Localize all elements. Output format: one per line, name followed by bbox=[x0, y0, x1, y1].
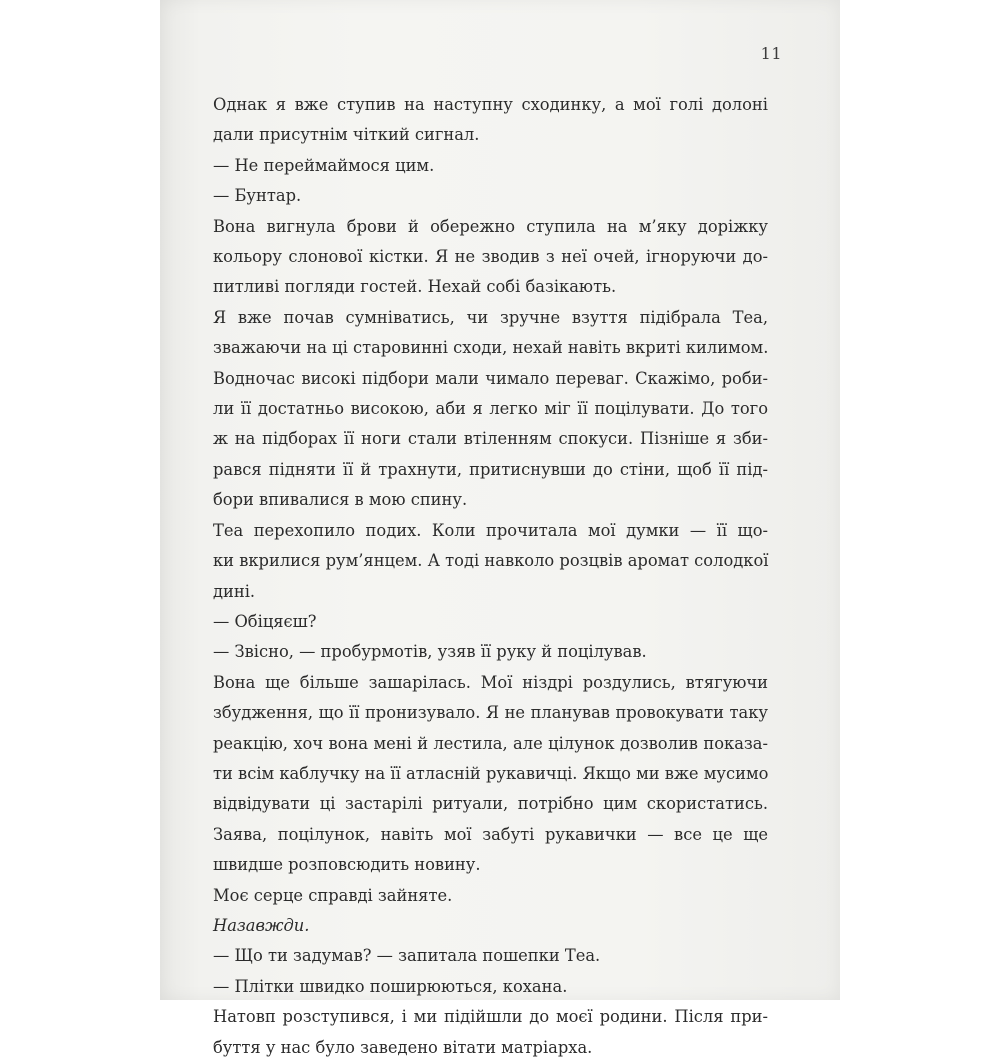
page-number: 11 bbox=[760, 44, 782, 63]
paragraph bbox=[213, 181, 768, 211]
text-line: Заява, поцілунок, навіть мої забуті рукавички — все це ще bbox=[213, 824, 768, 844]
paragraph bbox=[213, 972, 768, 1002]
text-line: Моє серце справді зайняте. bbox=[213, 885, 453, 905]
paragraph bbox=[213, 212, 768, 303]
text-line: швидше розповсюдить новину. bbox=[213, 855, 481, 875]
text-line: — Що ти задумав? — запитала пошепки Теа. bbox=[213, 946, 601, 966]
text-line: відвідувати ці застарілі ритуали, потрібно цим скористатись. bbox=[213, 794, 768, 814]
text-line: ти всім каблучку на її атласній рукавичці. Якщо ми вже мусимо bbox=[213, 763, 769, 783]
text-line: Однак я вже ступив на наступну сходинку, а мої голі долоні bbox=[213, 95, 768, 114]
text-line: збудження, що її пронизувало. Я не планував провокувати таку bbox=[213, 703, 768, 723]
paragraph bbox=[213, 668, 768, 881]
text-line: ли її достатньо високою, аби я легко міг її поцілувати. До того bbox=[213, 399, 768, 419]
paragraph bbox=[213, 911, 768, 941]
paragraph bbox=[213, 151, 768, 181]
text-line: реакцію, хоч вона мені й лестила, але цілунок дозволив показа- bbox=[213, 733, 768, 753]
text-line: Вона ще більше зашарілась. Мої ніздрі роздулись, втягуючи bbox=[213, 672, 768, 692]
text-line: — Обіцяєш? bbox=[213, 611, 317, 631]
text-line: Вона вигнула брови й обережно ступила на м’яку доріжку bbox=[213, 216, 768, 236]
paragraph bbox=[213, 1002, 768, 1063]
paragraph bbox=[213, 637, 768, 667]
text-line: Теа перехопило подих. Коли прочитала мої думки — її що- bbox=[213, 520, 768, 540]
body-text bbox=[213, 90, 768, 1063]
text-line: ж на підборах її ноги стали втіленням спокуси. Пізніше я зби- bbox=[213, 429, 768, 449]
paragraph bbox=[213, 881, 768, 911]
text-line: Натовп розступився, і ми підійшли до моєї родини. Після при- bbox=[213, 1007, 768, 1027]
paragraph bbox=[213, 941, 768, 971]
text-line: Я вже почав сумніватись, чи зручне взуття підібрала Теа, bbox=[213, 307, 768, 327]
text-line: Назавжди. bbox=[213, 915, 310, 935]
text-line: питливі погляди гостей. Нехай собі базікають. bbox=[213, 277, 617, 297]
text-line: рався підняти її й трахнути, притиснувши до стіни, щоб її під- bbox=[213, 459, 768, 479]
text-line: — Звісно, — пробурмотів, узяв її руку й поцілував. bbox=[213, 642, 647, 662]
paragraph bbox=[213, 303, 768, 516]
paragraph bbox=[213, 516, 768, 607]
text-line: кольору слонової кістки. Я не зводив з неї очей, ігноруючи до- bbox=[213, 247, 768, 267]
text-line: Водночас високі підбори мали чимало переваг. Скажімо, роби- bbox=[213, 368, 768, 388]
text-line: — Плітки швидко поширюються, кохана. bbox=[213, 976, 568, 996]
book-page bbox=[160, 0, 840, 1057]
text-line: дали присутнім чіткий сигнал. bbox=[213, 125, 480, 145]
text-line: буття у нас було заведено вітати матріарха. bbox=[213, 1037, 593, 1057]
text-line: — Не переймаймося цим. bbox=[213, 155, 435, 175]
text-line: зважаючи на ці старовинні сходи, нехай навіть вкриті килимом. bbox=[213, 338, 769, 358]
text-line: ки вкрилися рум’янцем. А тоді навколо розцвів аромат солодкої bbox=[213, 551, 769, 571]
text-line: — Бунтар. bbox=[213, 186, 302, 206]
paragraph bbox=[213, 607, 768, 637]
paragraph bbox=[213, 90, 768, 151]
text-line: бори впивалися в мою спину. bbox=[213, 490, 468, 510]
text-line: дині. bbox=[213, 581, 256, 601]
